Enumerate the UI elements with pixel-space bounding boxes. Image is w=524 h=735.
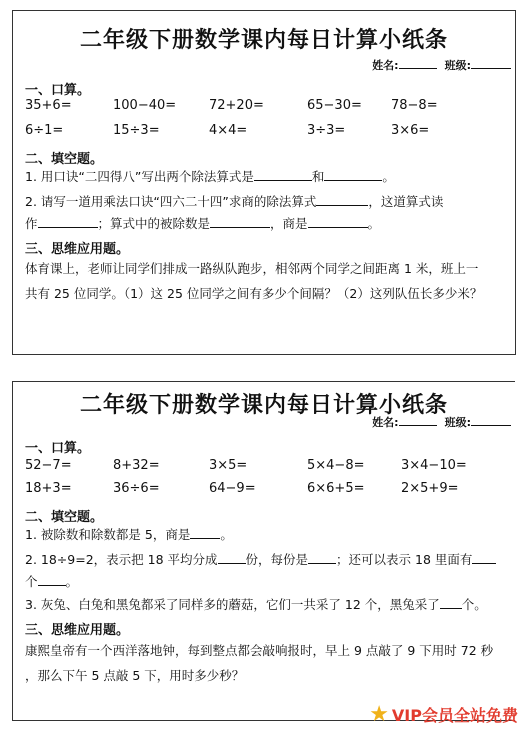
calc-item: 72+20= [209, 98, 264, 113]
calc-item: 36÷6= [113, 481, 160, 496]
worksheet-title: 二年级下册数学课内每日计算小纸条 [79, 392, 448, 418]
answer-blank[interactable] [440, 596, 462, 609]
word-problem: 康熙皇帝有一个西洋落地钟，每到整点都会敲响报时，早上 9 点敲了 9 下用时 72 秒 ，那么下午 5 点敲 5 下，用时多少秒？ [25, 643, 494, 683]
word-problem: 体育课上，老师让同学们排成一路纵队跑步，相邻两个同学之间距离 1 米，班上一 共有 25 位同学。（1）这 25 位同学之间有多少个间隔？（2）这列队伍长多少米？ [25, 261, 483, 301]
section-oral-calc: 一、口算。 [25, 441, 91, 456]
answer-blank[interactable] [316, 193, 368, 206]
vip-watermark: ★ VIP会员全站免费 [369, 702, 518, 727]
star-icon: ★ [369, 702, 389, 727]
answer-blank[interactable] [190, 526, 220, 539]
question-2: 2. 18÷9=2，表示把 18 平均分成 份，每份是 ；还可以表示 18 里面有 [25, 549, 509, 571]
calc-row [25, 123, 515, 141]
calc-item: 100−40= [113, 98, 177, 113]
name-blank[interactable] [399, 425, 437, 426]
class-blank[interactable] [471, 68, 511, 69]
calc-item: 64−9= [209, 481, 256, 496]
section-fill-blank: 二、填空题。 [25, 510, 104, 525]
calc-item: 2×5+9= [401, 481, 459, 496]
calc-item: 3×4−10= [401, 458, 467, 473]
worksheet-title: 二年级下册数学课内每日计算小纸条 [79, 27, 448, 53]
name-label: 姓名: [372, 416, 399, 429]
answer-blank[interactable] [38, 215, 98, 228]
answer-blank[interactable] [254, 168, 312, 181]
class-label: 班级: [444, 59, 471, 72]
question-2: 2. 请写一道用乘法口诀“四六二十四”求商的除法算式 ，这道算式读 [25, 194, 444, 209]
section-word-problem: 三、思维应用题。 [25, 623, 130, 638]
calc-item: 35+6= [25, 98, 72, 113]
class-blank[interactable] [471, 425, 511, 426]
answer-blank[interactable] [210, 215, 270, 228]
answer-blank[interactable] [472, 551, 496, 564]
calc-item: 65−30= [307, 98, 362, 113]
question-2-cont: 作 ；算式中的被除数是 ，商是 。 [25, 216, 381, 231]
calc-item: 3×5= [209, 458, 248, 473]
question-3: 3. 灰兔、白兔和黑兔都采了同样多的蘑菇，它们一共采了 12 个，黑兔采了 个。 [25, 597, 487, 612]
calc-item: 18+3= [25, 481, 72, 496]
question-1: 1. 被除数和除数都是 5，商是 。 [25, 527, 233, 542]
section-fill-blank: 二、填空题。 [25, 152, 104, 167]
calc-item: 5×4−8= [307, 458, 365, 473]
name-blank[interactable] [399, 68, 437, 69]
answer-blank[interactable] [38, 573, 66, 586]
calc-item: 6÷1= [25, 123, 64, 138]
calc-row [25, 98, 515, 116]
calc-item: 3÷3= [307, 123, 346, 138]
worksheet-card-1 [12, 10, 516, 355]
calc-item: 52−7= [25, 458, 72, 473]
calc-item: 3×6= [391, 123, 430, 138]
calc-item: 15÷3= [113, 123, 160, 138]
calc-item: 8+32= [113, 458, 160, 473]
calc-item: 6×6+5= [307, 481, 365, 496]
section-oral-calc: 一、口算。 [25, 83, 91, 98]
calc-item: 4×4= [209, 123, 248, 138]
calc-row [25, 458, 515, 476]
worksheet-card-2 [12, 381, 515, 721]
section-word-problem: 三、思维应用题。 [25, 242, 130, 257]
question-2-cont: 个 。 [25, 574, 79, 589]
name-class-field [372, 414, 511, 430]
calc-item: 78−8= [391, 98, 438, 113]
name-class-field [372, 57, 511, 73]
answer-blank[interactable] [324, 168, 382, 181]
calc-row [25, 481, 515, 499]
name-label: 姓名: [372, 59, 399, 72]
class-label: 班级: [444, 416, 471, 429]
answer-blank[interactable] [308, 215, 368, 228]
answer-blank[interactable] [218, 551, 246, 564]
question-1: 1. 用口诀“二四得八”写出两个除法算式是 和 。 [25, 169, 395, 184]
answer-blank[interactable] [308, 551, 336, 564]
